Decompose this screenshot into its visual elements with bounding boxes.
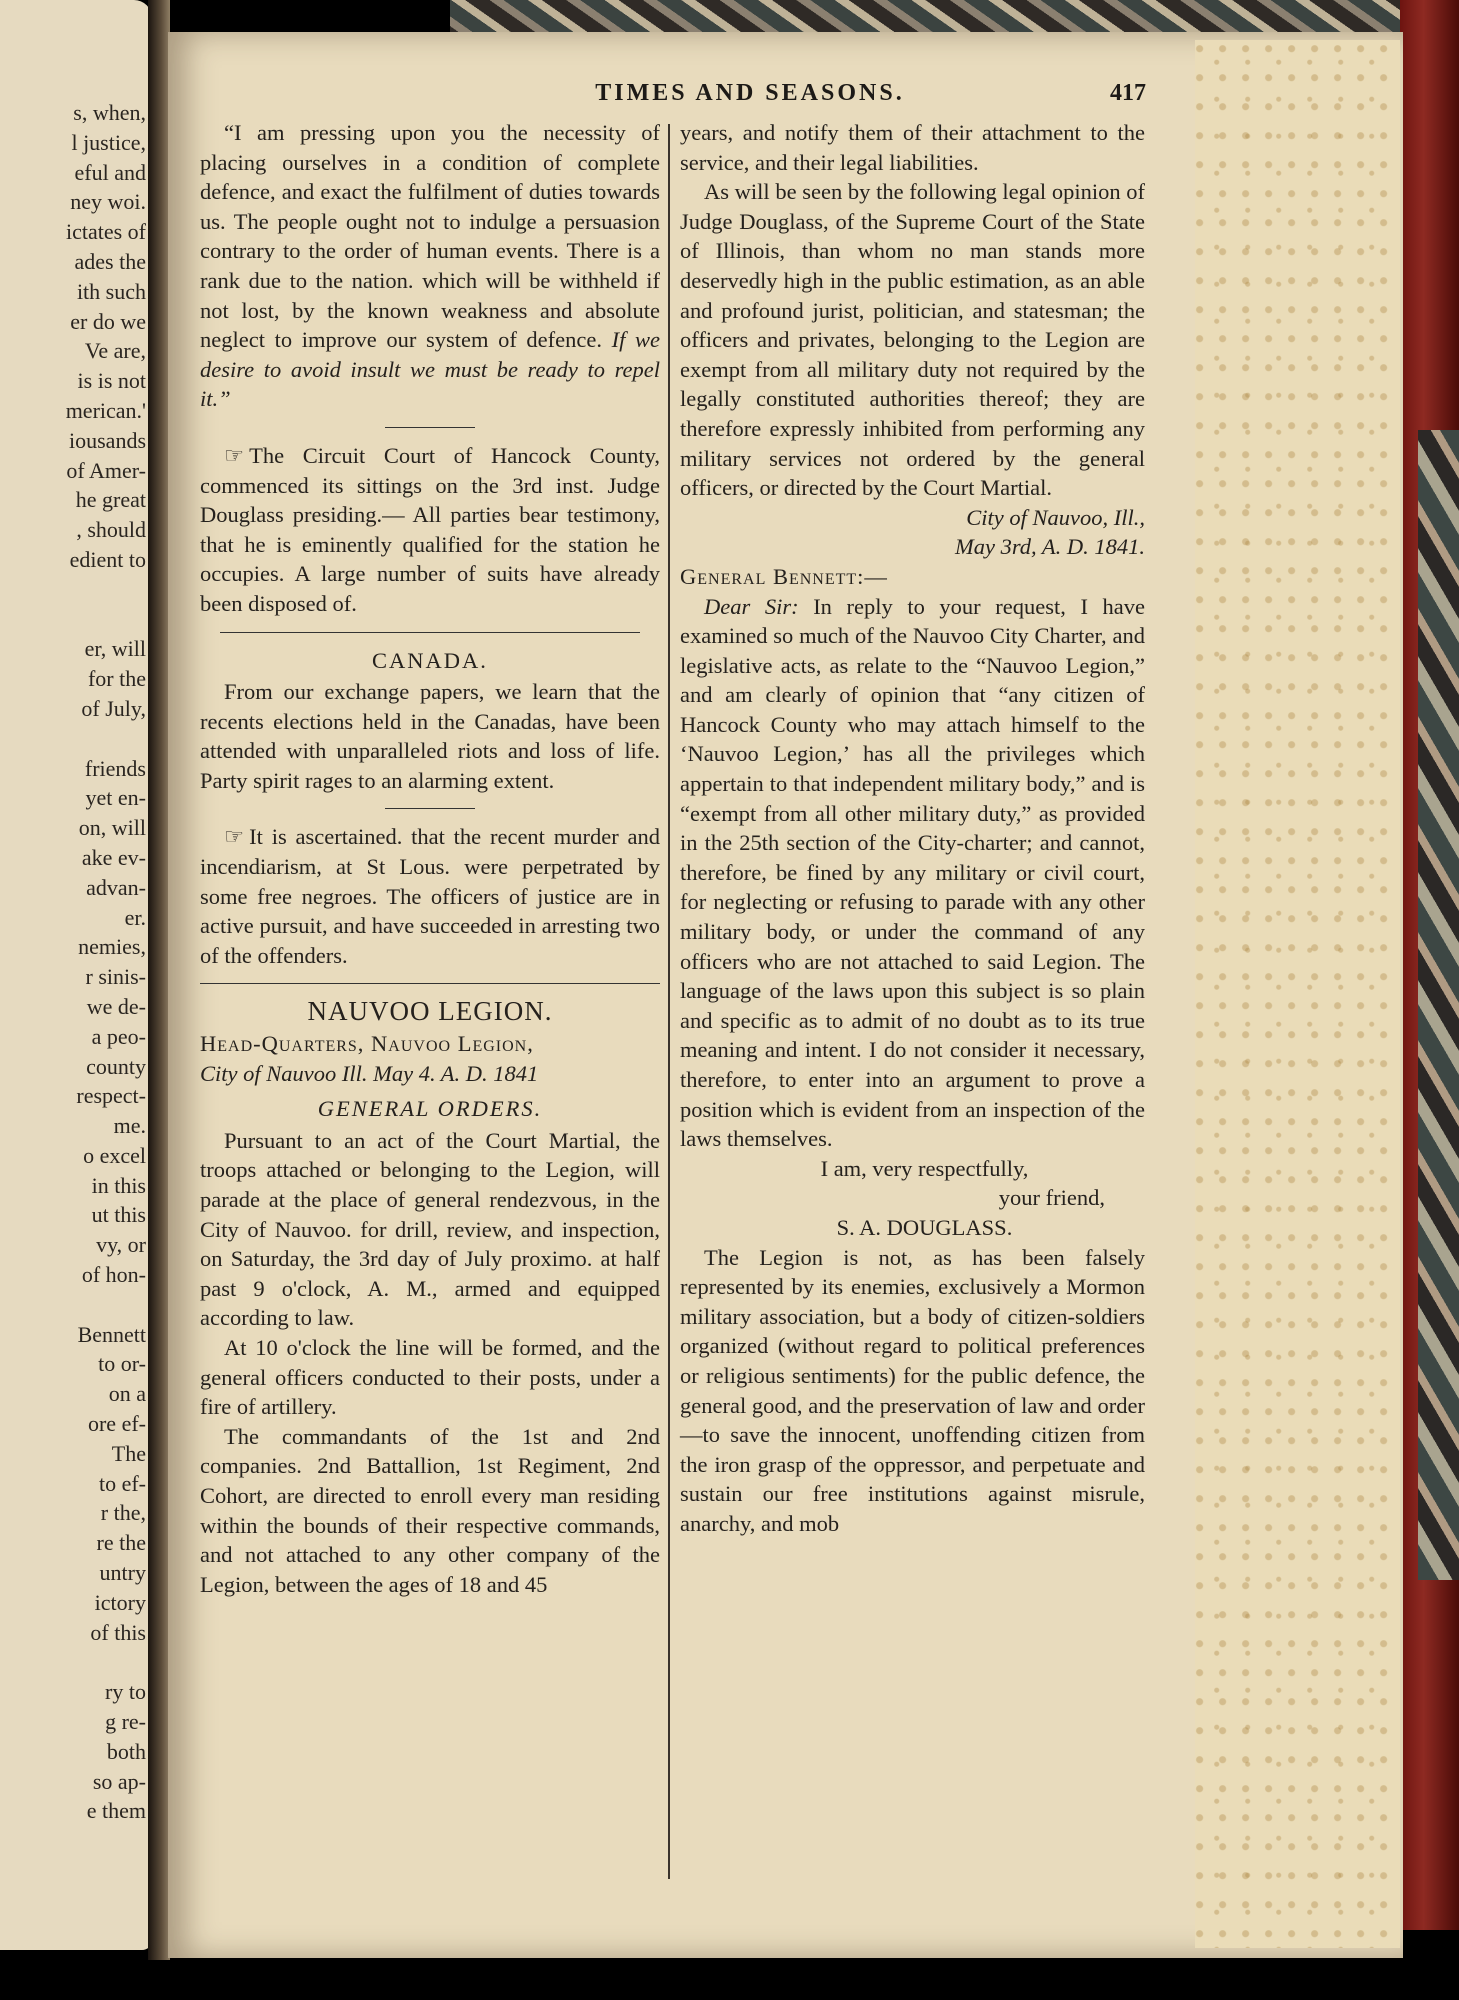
letter-body xyxy=(680,592,1145,1154)
facing-page-line: o excel xyxy=(83,1142,146,1168)
facing-page-line: we de- xyxy=(86,993,146,1019)
continuation-paragraph: years, and notify them of their attachment to the service, and their legal liabilities. xyxy=(680,120,1145,175)
facing-page-line: ney woi. xyxy=(70,189,146,215)
headquarters-line: Head-Quarters, Nauvoo Legion, xyxy=(200,1031,534,1057)
facing-page-line: merican.' xyxy=(65,397,146,423)
separator xyxy=(385,427,475,428)
page-fore-edge xyxy=(1195,40,1400,1948)
facing-page-line: edient to xyxy=(69,546,146,572)
facing-page-line: me. xyxy=(113,1113,146,1139)
page-number: 417 xyxy=(1110,80,1146,106)
running-title: TIMES AND SEASONS. xyxy=(595,80,905,106)
separator xyxy=(220,632,640,633)
facing-page-line: so ap- xyxy=(92,1768,146,1794)
facing-page-line: , should xyxy=(76,517,146,543)
facing-page-line: iousands xyxy=(69,427,146,453)
circuit-court-text: The Circuit Court of Hancock County, commenced its sittings on the 3rd inst. Judge Douglass presiding.— All parties bear testimony, that he is eminently qualified for the station he occupies. A large number of suits have already been disposed of. xyxy=(200,442,660,616)
facing-page-line: er, will xyxy=(84,636,146,662)
facing-page-line: er. xyxy=(124,904,146,930)
dear-sir: Dear Sir: xyxy=(704,593,799,619)
facing-page-line: both xyxy=(106,1738,146,1764)
facing-page-line: is is not xyxy=(77,368,146,394)
facing-page-line xyxy=(0,575,146,605)
facing-page-line: untry xyxy=(99,1560,146,1586)
facing-page-line: r the, xyxy=(100,1500,146,1526)
circuit-court-paragraph xyxy=(200,441,660,619)
marbled-cover-board xyxy=(1418,430,1459,1580)
facing-page-line: a peo- xyxy=(91,1023,146,1049)
letter-salutation: General Bennett:— xyxy=(680,563,888,589)
quote-paragraph xyxy=(200,118,660,414)
facing-page-line xyxy=(0,724,146,754)
facing-page-line: ith such xyxy=(76,278,146,304)
facing-page-line: e them xyxy=(86,1798,146,1824)
pointing-hand-icon: ☞ xyxy=(224,824,244,850)
facing-page-line: of July, xyxy=(81,695,146,721)
nauvoo-legion-heading: NAUVOO LEGION. xyxy=(307,996,553,1027)
facing-page-line: advan- xyxy=(86,874,146,900)
facing-page-line: ades the xyxy=(74,248,146,274)
column-rule xyxy=(668,124,670,1879)
facing-page-line: respect- xyxy=(76,1083,146,1109)
letter-closing: I am, very respectfully, xyxy=(820,1155,1029,1181)
facing-page-line: to ef- xyxy=(98,1470,146,1496)
canada-paragraph: From our exchange papers, we learn that the recents elections held in the Canadas, have been attended with unparalleled riots and loss of life. Party spirit rages to an alarming extent. xyxy=(200,679,660,793)
letter-text: In reply to your request, I have examined so much of the Nauvoo City Charter, and legislative acts, as relate to the “Nauvoo Legion,” and am clearly of opinion that “any citizen of Hancock County who may attach himself to the ‘Nauvoo Legion,’ has all the privileges which appertain to that independent military body,” and is “exempt from all other military duty,” as provided in the 25th section of the City-charter; and cannot, therefore, be fined by any military or civil court, for neglecting or refusing to parade with any other military body, or under the command of any officers who are not attached to said Legion. The language of the laws upon this subject is so plain and specific as to admit of no doubt as to its true meaning and intent. I do not consider it necessary, therefore, to enter into an argument to prove a position which is evident from an inspection of the laws themselves. xyxy=(680,593,1146,1152)
murder-paragraph xyxy=(200,822,660,970)
facing-page-line xyxy=(0,1647,146,1677)
orders-paragraph-1: Pursuant to an act of the Court Martial, the troops attached or belonging to the Legion, will parade at the place of general rendezvous, in the City of Nauvoo. for drill, review, and inspection, on Saturday, the 3rd day of July proximo. at half past 9 o'clock, A. M., armed and equipped according to law. xyxy=(200,1127,660,1331)
general-orders-heading: GENERAL ORDERS. xyxy=(317,1096,543,1122)
quote-italic-text: If we desire to avoid insult we must be ready to repel it.” xyxy=(200,327,660,412)
facing-page-line: ut this xyxy=(91,1202,146,1228)
murder-text: It is ascertained. that the recent murder and incendiarism, at St Lous. were perpetrated by some free negroes. The officers of justice are in active pursuit, and have succeeded in arresting two of the offenders. xyxy=(200,824,660,968)
facing-page-line: vy, or xyxy=(96,1232,146,1258)
legion-paragraph: The Legion is not, as has been falsely represented by its enemies, exclusively a Mormon military association, but a body of citizen-soldiers organized (without regard to political preferences or religious sentiments) for the public defence, the general good, and the preservation of law and order—to save the innocent, unoffending citizen from the iron grasp of the oppressor, and perpetuate and sustain our free institutions against misrule, anarchy, and mob xyxy=(680,1244,1145,1536)
orders-paragraph-3: The commandants of the 1st and 2nd companies. 2nd Battallion, 1st Regiment, 2nd Cohort, are directed to enroll every man residing within the bounds of their respective commands, and not attached to any other company of the Legion, between the ages of 18 and 45 xyxy=(200,1423,660,1597)
facing-page-line: ry to xyxy=(105,1679,146,1705)
letter-closing-friend: your friend, xyxy=(998,1185,1105,1211)
facing-page-line: for the xyxy=(87,666,146,692)
headquarters-dateline: City of Nauvoo Ill. May 4. A. D. 1841 xyxy=(200,1060,539,1086)
facing-page-line: to or- xyxy=(98,1351,146,1377)
separator xyxy=(385,808,475,809)
facing-page-line: in this xyxy=(91,1172,146,1198)
facing-page xyxy=(0,0,152,1950)
facing-page-line: yet en- xyxy=(85,785,146,811)
facing-page-line: re the xyxy=(96,1530,146,1556)
facing-page-line: ore ef- xyxy=(87,1411,146,1437)
facing-page-line: on a xyxy=(108,1381,146,1407)
facing-page-line: ictates of xyxy=(65,219,146,245)
facing-page-line: eful and xyxy=(74,159,146,185)
facing-page-line xyxy=(0,605,146,635)
opinion-intro-paragraph: As will be seen by the following legal opinion of Judge Douglass, of the Supreme Court of the State of Illinois, than whom no man stands more deservedly high in the public estimation, as an able and profound jurist, politician, and statesman; the officers and privates, belonging to the Legion are exempt from all military duty not required by the legally constituted authorities thereof; they are therefore expressly inhibited from performing any military services not ordered by the general officers, or directed by the Court Martial. xyxy=(680,179,1145,501)
facing-page-line: of hon- xyxy=(81,1262,146,1288)
facing-page-line: ake ev- xyxy=(81,844,146,870)
letter-dateline-place: City of Nauvoo, Ill., xyxy=(966,504,1145,530)
facing-page-line: of Amer- xyxy=(66,457,146,483)
facing-page-line: friends xyxy=(84,755,146,781)
orders-paragraph-2: At 10 o'clock the line will be formed, and the general officers conducted to their posts, under a fire of artillery. xyxy=(200,1334,660,1420)
facing-page-line: r sinis- xyxy=(85,964,146,990)
facing-page-line: nemies, xyxy=(78,934,146,960)
facing-page-line: ictory xyxy=(94,1589,146,1615)
book-gutter xyxy=(148,0,170,1960)
facing-page-line xyxy=(0,1290,146,1320)
facing-page-line: l justice, xyxy=(71,129,146,155)
facing-page-line: er do we xyxy=(70,308,146,334)
column-right xyxy=(680,118,1145,1539)
canada-heading: CANADA. xyxy=(372,647,488,673)
column-left xyxy=(200,118,660,1599)
separator xyxy=(200,983,660,984)
facing-page-line: on, will xyxy=(78,815,146,841)
quote-text: “I am pressing upon you the necessity of placing ourselves in a condition of complete defence, and exact the fulfilment of duties towards us. The people ought not to indulge a persuasion contrary to the order of human events. There is a rank due to the nation. which will be withheld if not lost, by the known weakness and absolute neglect to improve our system of defence. xyxy=(200,120,660,353)
pointing-hand-icon: ☞ xyxy=(224,442,244,468)
facing-page-line: of this xyxy=(90,1619,146,1645)
facing-page-text-fragments xyxy=(0,0,152,1826)
facing-page-line: Bennett xyxy=(77,1321,146,1347)
letter-dateline-date: May 3rd, A. D. 1841. xyxy=(955,534,1145,560)
facing-page-line: he great xyxy=(75,487,146,513)
facing-page-line: g re- xyxy=(105,1709,146,1735)
facing-page-line: s, when, xyxy=(73,100,146,125)
facing-page-line: county xyxy=(86,1053,146,1079)
letter-signature: S. A. DOUGLASS. xyxy=(836,1214,1013,1240)
facing-page-line: Ve are, xyxy=(84,338,146,364)
facing-page-line: The xyxy=(111,1440,146,1466)
